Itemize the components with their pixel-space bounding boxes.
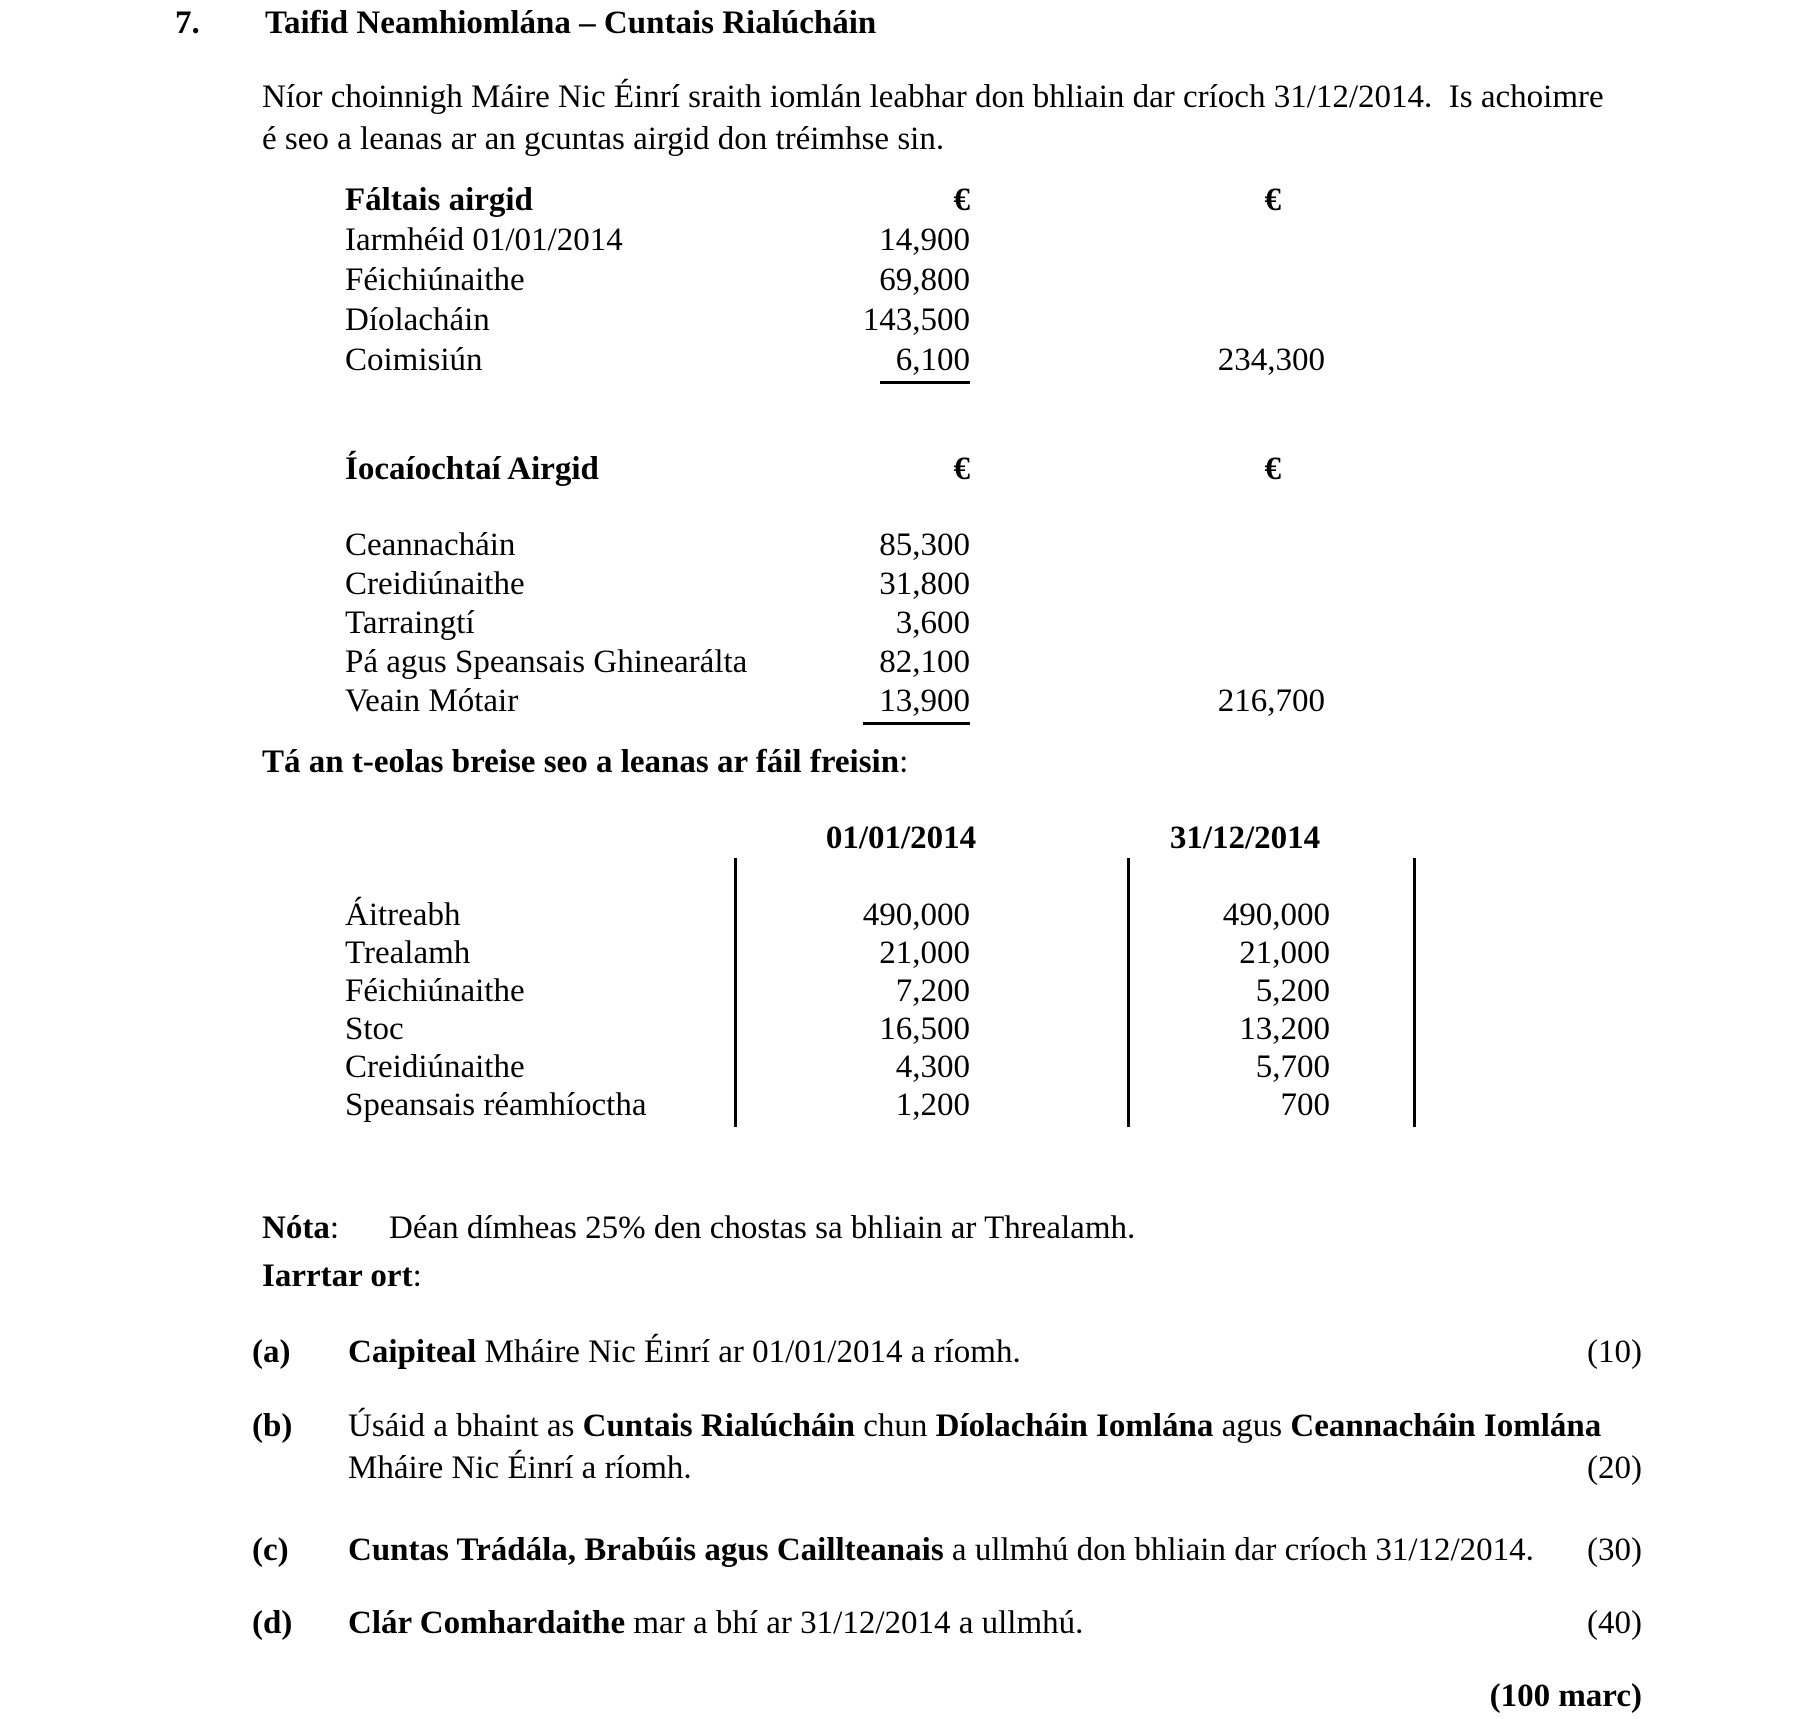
row-value-col1: 85,300 [879, 527, 970, 563]
note-colon: : [329, 1210, 339, 1246]
cash-receipts-table [345, 180, 1325, 384]
table-row [345, 1086, 1425, 1124]
column-header-opening-date: 01/01/2014 [825, 820, 977, 856]
tasks-heading-text: Iarrtar ort [262, 1258, 413, 1294]
table-row [345, 643, 1325, 682]
column-header-closing-date: 31/12/2014 [1169, 820, 1321, 856]
row-value-col1: 14,900 [879, 222, 970, 258]
row-value-col1: 143,500 [862, 302, 970, 338]
task-segment: Cuntas Trádála, Brabúis agus Caillteanais [348, 1532, 944, 1568]
row-label: Speansais réamhíoctha [345, 1087, 647, 1123]
row-value-col1: 82,100 [879, 644, 970, 680]
tasks-heading [262, 1255, 422, 1297]
table-rows [345, 858, 1425, 1124]
row-value-col1 [710, 682, 970, 725]
row-value-col2 [970, 300, 1325, 340]
task-letter: (a) [252, 1334, 291, 1370]
row-label: Pá agus Speansais Ghinearálta [345, 644, 748, 680]
row-value-col1 [710, 340, 970, 384]
row-label: Áitreabh [345, 897, 461, 933]
note-text: Déan dímheas 25% den chostas sa bhliain ar Threalamh. [389, 1210, 1136, 1246]
table-row [345, 1048, 1425, 1086]
table-row [345, 1010, 1425, 1048]
table-row [345, 300, 1325, 340]
extra-info-heading-text: Tá an t-eolas breise seo a leanas ar fáil freisin [262, 744, 900, 780]
row-label: Creidiúnaithe [345, 1049, 525, 1085]
table-header-row [345, 180, 1325, 220]
row-value-col2 [970, 643, 1325, 682]
task-segment: Mháire Nic Éinrí ar 01/01/2014 a ríomh. [476, 1334, 1021, 1370]
row-value-closing: 21,000 [1239, 935, 1330, 971]
table-rows [345, 526, 1325, 725]
underlined-subtotal: 13,900 [863, 682, 970, 725]
task-segment: Ceannacháin Iomlána [1290, 1408, 1602, 1444]
euro-symbol: € [1264, 182, 1281, 218]
total-marks: (100 marc) [1489, 1678, 1642, 1714]
row-label: Trealamh [345, 935, 471, 971]
row-value-opening: 21,000 [879, 935, 970, 971]
row-value-opening: 7,200 [895, 973, 970, 1009]
row-value-col1: 3,600 [895, 605, 970, 641]
row-value-col1: 31,800 [879, 566, 970, 602]
intro-line: é seo a leanas ar an gcuntas airgid don tréimhse sin. [262, 121, 945, 157]
row-value-col2 [970, 260, 1325, 300]
row-label: Veain Mótair [345, 683, 519, 719]
row-label: Coimisiún [345, 342, 483, 378]
row-value-col1: 69,800 [879, 262, 970, 298]
task-line [348, 1405, 1642, 1447]
task-text [348, 1405, 1642, 1489]
section-title: Íocaíochtaí Airgid [345, 451, 599, 487]
row-value-col2: 216,700 [1217, 683, 1325, 719]
row-value-col2 [970, 220, 1325, 260]
row-label: Díolacháin [345, 302, 490, 338]
task-line [348, 1447, 1642, 1489]
euro-symbol: € [1264, 451, 1281, 487]
task-item [252, 1405, 1642, 1489]
page-title: Taifid Neamhiomlána – Cuntais Rialúcháin [265, 5, 877, 41]
table-row [345, 260, 1325, 300]
cash-payments-table [345, 450, 1325, 725]
row-value-col2 [970, 526, 1325, 565]
row-value-col2 [970, 565, 1325, 604]
euro-symbol: € [953, 182, 970, 218]
table-row [345, 565, 1325, 604]
row-value-closing: 5,700 [1255, 1049, 1330, 1085]
task-segment: Cuntais Rialúcháin [582, 1408, 855, 1444]
row-value-closing: 700 [1280, 1087, 1330, 1123]
task-marks: (40) [1587, 1605, 1642, 1641]
extra-info-heading [262, 741, 908, 783]
task-segment: chun [854, 1408, 936, 1444]
row-value-opening: 16,500 [879, 1011, 970, 1047]
intro-line: Níor choinnigh Máire Nic Éinrí sraith iomlán leabhar don bhliain dar críoch 31/12/2014. Is achoimre [262, 79, 1604, 115]
table-row [345, 896, 1425, 934]
row-value-closing: 490,000 [1222, 897, 1330, 933]
question-number: 7. [175, 5, 200, 41]
row-label: Iarmhéid 01/01/2014 [345, 222, 623, 258]
task-letter: (d) [252, 1605, 293, 1641]
comparative-balances-table [345, 819, 1425, 1131]
row-value-closing: 13,200 [1239, 1011, 1330, 1047]
tasks-heading-colon: : [412, 1258, 422, 1294]
table-row [345, 972, 1425, 1010]
row-value-opening: 1,200 [895, 1087, 970, 1123]
row-label: Féichiúnaithe [345, 973, 525, 1009]
task-segment: Úsáid a bhaint as [348, 1408, 583, 1444]
extra-info-heading-colon: : [899, 744, 909, 780]
task-text [348, 1602, 1642, 1644]
intro-paragraph [262, 76, 1702, 160]
row-label: Stoc [345, 1011, 404, 1047]
row-value-opening: 490,000 [862, 897, 970, 933]
task-marks: (20) [1587, 1450, 1642, 1486]
table-row [345, 682, 1325, 725]
task-line [348, 1331, 1642, 1373]
table-row [345, 934, 1425, 972]
task-marks: (10) [1587, 1334, 1642, 1370]
euro-symbol: € [953, 451, 970, 487]
row-value-opening: 4,300 [895, 1049, 970, 1085]
row-value-col2: 234,300 [1217, 342, 1325, 378]
task-item [252, 1529, 1642, 1571]
task-letter: (b) [252, 1408, 293, 1444]
table-row [345, 526, 1325, 565]
row-value-col2 [970, 604, 1325, 643]
note-line [262, 1207, 1135, 1249]
task-letter: (c) [252, 1532, 289, 1568]
note-label: Nóta [262, 1210, 330, 1246]
row-label: Ceannacháin [345, 527, 516, 563]
task-segment: Clár Comhardaithe [348, 1605, 626, 1641]
task-text [348, 1529, 1642, 1571]
task-line [348, 1602, 1642, 1644]
task-item [252, 1331, 1642, 1373]
task-line [348, 1529, 1642, 1571]
task-segment: Mháire Nic Éinrí a ríomh. [348, 1450, 692, 1486]
task-item [252, 1602, 1642, 1644]
table-header-row [345, 450, 1325, 489]
row-label: Tarraingtí [345, 605, 475, 641]
task-marks: (30) [1587, 1532, 1642, 1568]
row-label: Féichiúnaithe [345, 262, 525, 298]
task-segment: agus [1213, 1408, 1291, 1444]
task-segment: Caipiteal [348, 1334, 477, 1370]
section-title: Fáltais airgid [345, 182, 533, 218]
table-rows [345, 220, 1325, 384]
task-text [348, 1331, 1642, 1373]
row-label: Creidiúnaithe [345, 566, 525, 602]
table-row [345, 220, 1325, 260]
table-row [345, 340, 1325, 384]
underlined-subtotal: 6,100 [880, 340, 970, 384]
task-segment: Díolacháin Iomlána [935, 1408, 1214, 1444]
table-row [345, 604, 1325, 643]
row-value-closing: 5,200 [1255, 973, 1330, 1009]
task-segment: mar a bhí ar 31/12/2014 a ullmhú. [625, 1605, 1084, 1641]
task-segment: a ullmhú don bhliain dar críoch 31/12/2014. [943, 1532, 1534, 1568]
